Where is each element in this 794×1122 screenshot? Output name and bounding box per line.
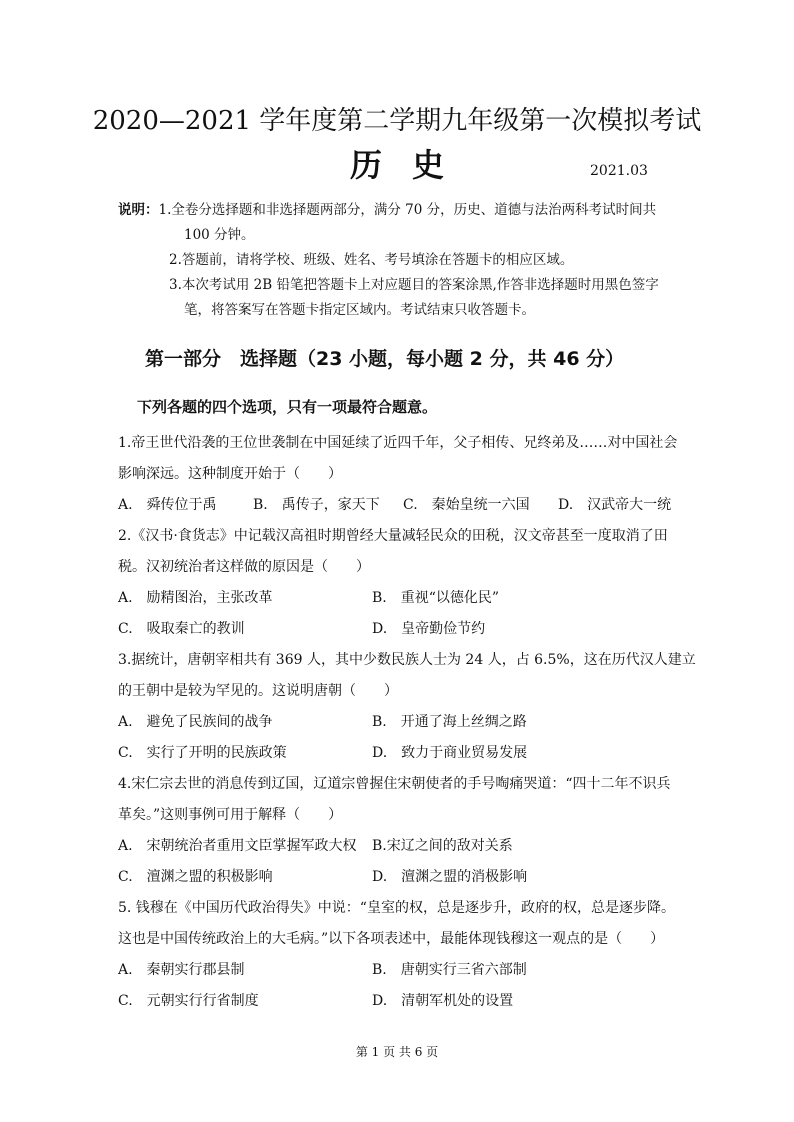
question-5-line-1: 5. 钱穆在《中国历代政治得失》中说：“皇室的权，总是逐步升，政府的权，总是逐步降。 — [118, 900, 675, 916]
question-5-options-row-2 — [118, 986, 678, 1017]
question-3-line-2: 的王朝中是较为罕见的。这说明唐朝（ ） — [118, 683, 398, 699]
note-2: 2.答题前，请将学校、班级、姓名、考号填涂在答题卡的相应区域。 — [169, 252, 574, 268]
question-4-line-2: 革矣。”这则事例可用于解释（ ） — [118, 807, 343, 823]
note-1-cont: 100 分钟。 — [184, 227, 255, 243]
option-b: B. 开通了海上丝绸之路 — [372, 714, 527, 730]
question-3-options-row-1 — [118, 707, 678, 738]
question-3-options-row-2 — [118, 738, 678, 769]
option-b: B. 禹传子，家天下 — [253, 497, 380, 513]
option-d: D. 澶渊之盟的消极影响 — [372, 869, 528, 885]
question-2-options-row-1 — [118, 583, 678, 614]
option-a: A. 秦朝实行郡县制 — [118, 962, 245, 978]
option-b: B. 重视“以德化民” — [372, 590, 500, 606]
note-1: 说明：1.全卷分选择题和非选择题两部分，满分 70 分，历史、道德与法治两科考试时间共 — [118, 202, 657, 218]
question-4-line-1: 4.宋仁宗去世的消息传到辽国，辽道宗曾握住宋朝使者的手号啕痛哭道：“四十二年不识兵 — [118, 776, 671, 792]
question-3-line-1: 3.据统计，唐朝宰相共有 369 人，其中少数民族人士为 24 人，占 6.5%，这在历代汉人建立 — [118, 652, 696, 668]
notes-label: 说明： — [118, 202, 159, 218]
note-3: 3.本次考试用 2B 铅笔把答题卡上对应题目的答案涂黑,作答非选择题时用黑色签字 — [169, 277, 659, 293]
page-footer: 第 1 页 共 6 页 — [355, 1045, 439, 1059]
exam-title: 2020—2021 学年度第二学期九年级第一次模拟考试 — [92, 106, 702, 136]
section-instruction: 下列各题的四个选项，只有一项最符合题意。 — [137, 398, 438, 416]
option-a: A. 舜传位于禹 — [118, 497, 217, 513]
question-1-options — [118, 490, 678, 521]
note-3-cont: 笔，将答案写在答题卡指定区域内。考试结束只收答题卡。 — [184, 302, 535, 318]
question-5-options-row-1 — [118, 955, 678, 986]
option-c: C. 元朝实行行省制度 — [118, 993, 259, 1009]
option-c: C. 秦始皇统一六国 — [403, 497, 530, 513]
question-2-line-2: 税。汉初统治者这样做的原因是（ ） — [118, 559, 370, 575]
question-list — [118, 428, 696, 1017]
question-4-options-row-1 — [118, 831, 678, 862]
question-5-line-2: 这也是中国传统政治上的大毛病。”以下各项表述中，最能体现钱穆这一观点的是（ ） — [118, 931, 665, 947]
section-title: 第一部分 选择题（23 小题，每小题 2 分，共 46 分） — [145, 348, 625, 370]
option-b: B. 唐朝实行三省六部制 — [372, 962, 527, 978]
instructions-block — [118, 198, 688, 323]
option-d: D. 皇帝勤俭节约 — [372, 621, 486, 637]
option-a: A. 励精图治，主张改革 — [118, 590, 273, 606]
question-4-options-row-2 — [118, 862, 678, 893]
option-a: A. 避免了民族间的战争 — [118, 714, 273, 730]
option-d: D. 致力于商业贸易发展 — [372, 745, 528, 761]
option-d: D. 清朝军机处的设置 — [372, 993, 514, 1009]
option-d: D. 汉武帝大一统 — [558, 497, 672, 513]
option-c: C. 实行了开明的民族政策 — [118, 745, 287, 761]
option-a: A. 宋朝统治者重用文臣掌握军政大权 — [118, 838, 357, 854]
exam-date: 2021.03 — [590, 163, 648, 179]
option-b: B.宋辽之间的敌对关系 — [372, 838, 513, 854]
subject-title: 历史 — [349, 146, 474, 184]
question-2-options-row-2 — [118, 614, 678, 645]
question-1-line-2: 影响深远。这种制度开始于（ ） — [118, 466, 342, 482]
option-c: C. 澶渊之盟的积极影响 — [118, 869, 273, 885]
option-c: C. 吸取秦亡的教训 — [118, 621, 245, 637]
question-1-line-1: 1.帝王世代沿袭的王位世袭制在中国延续了近四千年，父子相传、兄终弟及……对中国社会 — [118, 435, 678, 451]
question-2-line-1: 2.《汉书·食货志》中记载汉高祖时期曾经大量减轻民众的田税，汉文帝甚至一度取消了田 — [118, 528, 668, 544]
